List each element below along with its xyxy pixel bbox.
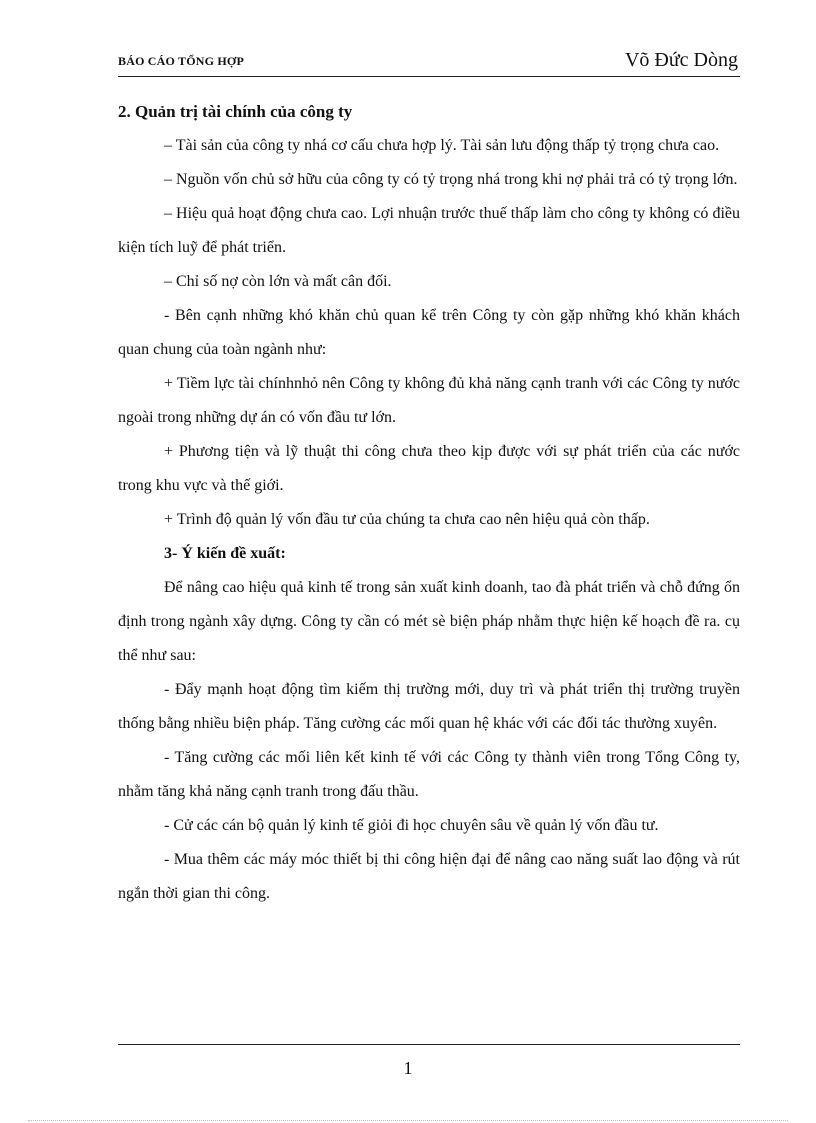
body-paragraph: - Bên cạnh những khó khăn chủ quan kể trên Công ty còn gặp những khó khăn khách quan chung của toàn ngành như: (118, 307, 740, 358)
body-paragraph: - Mua thêm các máy móc thiết bị thi công hiện đại để nâng cao năng suất lao động và rút ngắn thời gian thi công. (118, 851, 740, 902)
body-paragraph: - Đẩy mạnh hoạt động tìm kiếm thị trường mới, duy trì và phát triển thị trường truyền thống bằng nhiều biện pháp. Tăng cường các mối quan hệ khác với các đối tác thường xuyên. (118, 681, 740, 732)
page-header (118, 46, 740, 77)
footer-divider (118, 1044, 740, 1045)
body-paragraph: + Phương tiện và lỹ thuật thi công chưa theo kịp được với sự phát triển của các nước trong khu vực và thế giới. (118, 443, 740, 494)
author-name: Võ Đức Dòng (624, 49, 738, 71)
body-paragraph: + Trình độ quản lý vốn đầu tư của chúng ta chưa cao nên hiệu quả còn thấp. (164, 511, 650, 528)
body-paragraph: – Hiệu quả hoạt động chưa cao. Lợi nhuận trước thuế thấp làm cho công ty không có điều kiện tích luỹ để phát triển. (118, 205, 740, 256)
body-paragraph: Để nâng cao hiệu quả kinh tế trong sản xuất kinh doanh, tao đà phát triển và chỗ đứng ổn định trong ngành xây dựng. Công ty cần có mét sè biện pháp nhằm thực hiện kế hoạch đề ra. cụ thể như sau: (118, 579, 740, 664)
body-paragraph: – Chỉ số nợ còn lớn và mất cân đối. (164, 273, 392, 290)
body-paragraph: – Nguồn vốn chủ sở hữu của công ty có tỷ trọng nhá trong khi nợ phải trả có tỷ trọng lớn. (164, 171, 738, 188)
body-paragraph: - Cử các cán bộ quản lý kinh tế giỏi đi học chuyên sâu về quản lý vốn đầu tư. (164, 817, 659, 834)
body-paragraph: + Tiềm lực tài chínhnhỏ nên Công ty không đủ khả năng cạnh tranh với các Công ty nước ngoài trong những dự án có vốn đầu tư lớn. (118, 375, 740, 426)
page-number: 1 (403, 1058, 413, 1078)
subsection-title: 3- Ý kiến đề xuất: (164, 545, 286, 562)
body-paragraph: – Tài sản của công ty nhá cơ cấu chưa hợp lý. Tài sản lưu động thấp tỷ trọng chưa cao. (164, 137, 720, 154)
page-edge-divider (28, 1120, 788, 1121)
body-paragraph: - Tăng cường các mối liên kết kinh tế với các Công ty thành viên trong Tổng Công ty, nhằm tăng khả năng cạnh tranh trong đấu thầu. (118, 749, 740, 800)
section-title: 2. Quản trị tài chính của công ty (118, 102, 353, 121)
page-body (118, 95, 740, 911)
report-title: BÁO CÁO TỔNG HỢP (118, 54, 244, 68)
